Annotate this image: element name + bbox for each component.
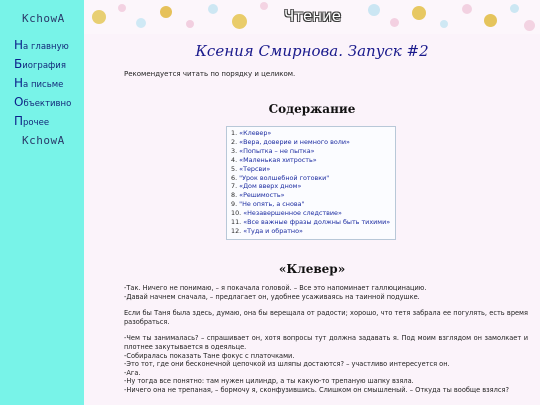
- text-line: -Давай начнем сначала, – предлагает он, удобнее усаживаясь на таинной подушке.: [124, 292, 420, 301]
- toc-item: 2. «Вера, доверие и немного воли»: [231, 137, 350, 146]
- toc-item: 10. «Незавершенное следствие»: [231, 209, 342, 218]
- sidebar-nav: [14, 36, 71, 131]
- toc-item: 5. «Терсви»: [231, 164, 271, 173]
- text-line: -Ничего она не трепаная, – бормочу я, сконфузившись. Слишком он смышленый. – Откуда ты вообще взялся?: [124, 385, 509, 394]
- toc-item: 9. "Не опять, а снова": [231, 200, 305, 209]
- decor-dot: [524, 20, 535, 31]
- toc-item: 12. «Туда и обратно»: [231, 226, 303, 235]
- decor-dot: [186, 20, 194, 28]
- text-line: -Ага.: [124, 368, 141, 377]
- toc-link[interactable]: «Попытка – не пытка»: [239, 146, 315, 155]
- toc-item: 11. «Все важные фразы должны быть тихими»: [231, 218, 391, 227]
- chapter-heading: «Клевер»: [278, 262, 346, 276]
- sidebar-item-home[interactable]: На главную: [14, 38, 69, 52]
- text-line: -Так. Ничего не понимаю, – я покачала головой. – Все это напоминает галлюцинацию.: [124, 284, 427, 292]
- toc-link[interactable]: «Незавершенное следствие»: [243, 209, 342, 218]
- chapter-text: [124, 284, 528, 403]
- toc-link[interactable]: «Маленькая хитрость»: [239, 155, 317, 164]
- sidebar-item-other[interactable]: Прочее: [14, 114, 50, 128]
- toc-link[interactable]: «Вера, доверие и немного воли»: [239, 137, 350, 146]
- decor-dot: [462, 4, 472, 14]
- toc-link[interactable]: «Решимость»: [239, 191, 285, 200]
- text-line: -Собиралась показать Тане фокус с платочками.: [124, 351, 295, 360]
- decor-dot: [208, 4, 218, 14]
- paragraph: Если бы Таня была здесь, думаю, она бы верещала от радости; хорошо, что тетя забрала ее погулять, есть время разобраться.: [124, 309, 528, 326]
- toc-link[interactable]: «Клевер»: [239, 129, 272, 137]
- decor-dot: [440, 20, 448, 28]
- decor-dot: [118, 4, 126, 12]
- decor-dot: [260, 2, 268, 10]
- toc-item: 8. «Решимость»: [231, 191, 285, 200]
- toc-link[interactable]: «Туда и обратно»: [243, 226, 303, 235]
- decor-dot: [412, 6, 426, 20]
- toc-item: 6. "Урок волшебной готовки": [231, 173, 330, 182]
- text-line: -Ну тогда все понятно: там нужен цилиндр, а ты какую-то трепаную шапку взяла.: [124, 377, 414, 386]
- toc-heading: Содержание: [268, 102, 356, 116]
- toc-link[interactable]: "Урок волшебной готовки": [239, 173, 330, 182]
- decor-dot: [510, 4, 519, 13]
- toc-item: 4. «Маленькая хитрость»: [231, 155, 317, 164]
- text-line: -Это тот, где они бесконечной цепочкой из шляпы достаются? – участливо интересуется он.: [124, 360, 450, 369]
- toc-item: 7. «Дом вверх дном»: [231, 182, 302, 191]
- toc-link[interactable]: «Дом вверх дном»: [239, 182, 302, 191]
- sidebar-item-letters[interactable]: На письме: [14, 76, 64, 90]
- page-section-title: Чтение: [284, 7, 342, 25]
- toc-item: 1. «Клевер»: [231, 129, 272, 137]
- sidebar-item-objectively[interactable]: Объективно: [14, 95, 72, 109]
- decor-dot: [390, 18, 399, 27]
- reading-recommendation: Рекомендуется читать по порядку и целиком.: [124, 70, 296, 78]
- paragraph: [124, 334, 528, 394]
- table-of-contents: [226, 126, 396, 240]
- text-line: -Чем ты занималась? – спрашивает он, хотя вопросы тут должна задавать я. Под моим взглядом он замолкает и плотнее закутывается в одеяльце.: [124, 334, 528, 351]
- sidebar: [0, 0, 84, 405]
- main-content: [84, 34, 540, 405]
- toc-link[interactable]: «Терсви»: [239, 164, 271, 173]
- toc-link[interactable]: "Не опять, а снова": [239, 200, 305, 209]
- page-title: Ксения Смирнова. Запуск #2: [195, 42, 429, 60]
- toc-link[interactable]: «Все важные фразы должны быть тихими»: [243, 218, 391, 227]
- decor-dot: [232, 14, 247, 29]
- decor-dot: [368, 4, 380, 16]
- toc-item: 3. «Попытка – не пытка»: [231, 146, 315, 155]
- decor-dot: [136, 18, 146, 28]
- paragraph: [124, 284, 528, 301]
- header-banner: [84, 0, 540, 34]
- sidebar-logo-bottom: KchowA: [22, 134, 65, 147]
- site-logo[interactable]: KchowA: [22, 12, 65, 25]
- sidebar-item-biography[interactable]: Биография: [14, 57, 66, 71]
- decor-dot: [92, 10, 106, 24]
- decor-dot: [160, 6, 172, 18]
- decor-dot: [484, 14, 497, 27]
